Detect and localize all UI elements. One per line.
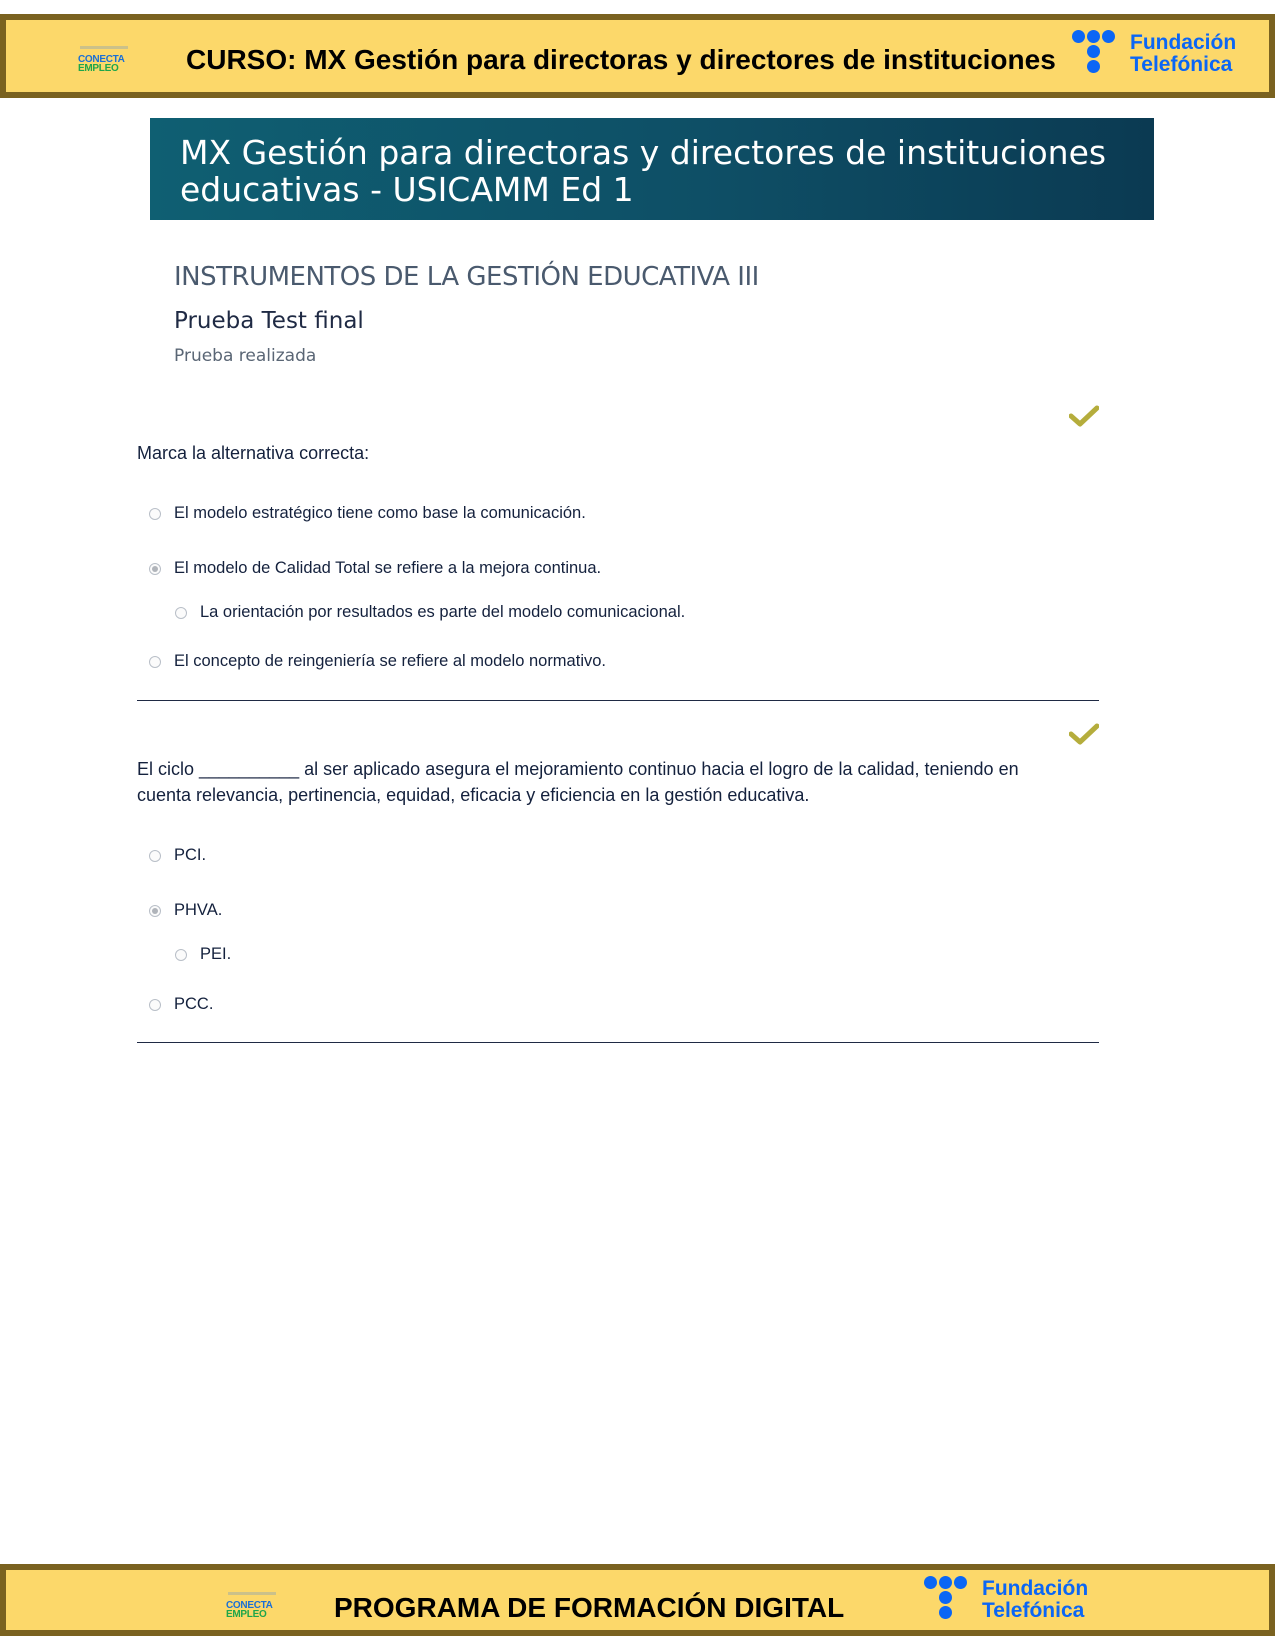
fundacion-telefonica-logo: Fundación Telefónica [1072,26,1242,78]
radio-button[interactable] [149,850,161,862]
module-heading: INSTRUMENTOS DE LA GESTIÓN EDUCATIVA III [174,262,759,292]
check-icon [1069,723,1099,745]
question-prompt: El ciclo __________ al ser aplicado asegura el mejoramiento continuo hacia el logro de la calidad, teniendo en cuenta relevancia, pertinencia, equidad, eficacia y eficiencia en la gestión educativa. [137,759,1019,805]
divider [137,1042,1099,1043]
answer-option-label: PHVA. [174,901,223,919]
radio-button[interactable] [149,999,161,1011]
test-title: Prueba Test final [174,308,364,334]
radio-button[interactable] [175,949,187,961]
divider [137,700,1099,701]
radio-button-selected[interactable] [149,905,161,917]
footer-band [0,1564,1275,1636]
radio-button[interactable] [149,508,161,520]
answer-option-label: El modelo estratégico tiene como base la comunicación. [174,504,586,522]
radio-button[interactable] [175,607,187,619]
check-icon [1069,405,1099,427]
answer-option-label: La orientación por resultados es parte del modelo comunicacional. [200,603,686,621]
answer-option-label: PCI. [174,846,207,864]
course-title: CURSO: MX Gestión para directoras y directores de instituciones [186,44,1056,75]
answer-option-label: El modelo de Calidad Total se refiere a la mejora continua. [174,559,602,577]
radio-button[interactable] [149,656,161,668]
answer-option-label: PEI. [200,945,232,963]
conecta-empleo-logo: CONECTA EMPLEO [224,1592,284,1622]
course-banner-title: MX Gestión para directoras y directores de instituciones educativas - USICAMM Ed 1 [180,133,1107,209]
answer-option-label: El concepto de reingeniería se refiere al modelo normativo. [174,652,606,670]
fundacion-telefonica-logo: Fundación Telefónica [924,1572,1094,1624]
test-status: Prueba realizada [174,346,317,366]
question-prompt: Marca la alternativa correcta: [137,443,370,463]
conecta-empleo-logo: CONECTA EMPLEO [76,46,136,76]
program-title: PROGRAMA DE FORMACIÓN DIGITAL [334,1592,845,1623]
answer-option-label: PCC. [174,995,214,1013]
radio-button-selected[interactable] [149,563,161,575]
course-banner [150,118,1154,220]
header-band [0,14,1275,98]
